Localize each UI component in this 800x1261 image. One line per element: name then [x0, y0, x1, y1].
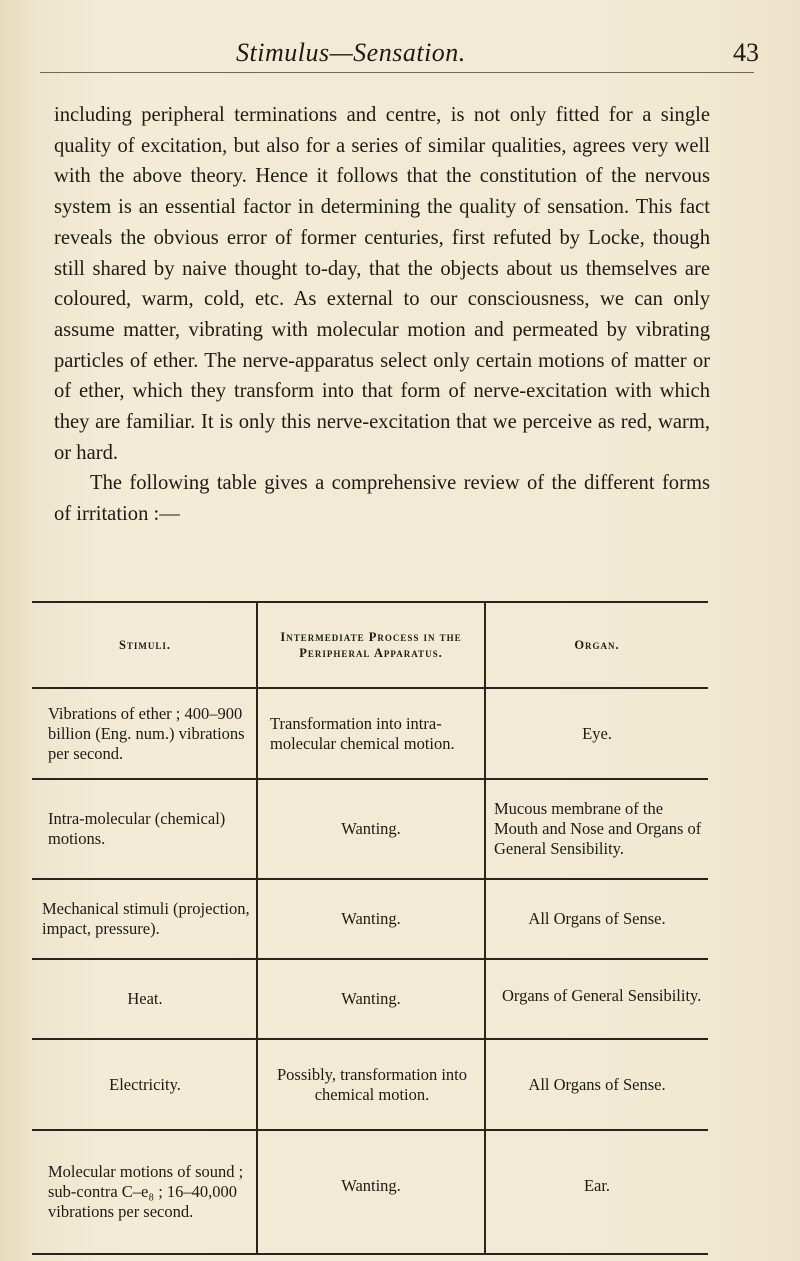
table-cell: Possibly, transformation into chemical motion. — [276, 1064, 468, 1104]
table-cell: Molecular motions of sound ; sub-contra C–e₈ ; 16–40,000 vibrations per second. — [48, 1162, 244, 1221]
table-cell: All Organs of Sense. — [528, 909, 666, 928]
table-cell: Eye. — [582, 723, 612, 743]
column-header-organ: Organ. — [574, 638, 620, 652]
paragraph: including peripheral terminations and centre, is not only fitted for a single quality of excitation, but also for a series of similar qualities, agrees very well with the above theory. Hence it follows that the constitution of the nervous system is an essential factor in determining the quality of sensation. This fact reveals the obvious error of former centuries, first refuted by Locke, though still shared by naive thought to-day, that the objects about us themselves are coloured, warm, cold, etc. As external to our consciousness, we can only assume matter, vibrating with molecular motion and permeated by vibrating particles of ether. The nerve-apparatus select only certain motions of matter or of ether, which they transform into that form of nerve-excitation with which they are familiar. It is only this nerve-excitation that we perceive as red, warm, or hard. — [54, 104, 710, 464]
table-rule — [32, 1253, 708, 1255]
table-cell: Organs of General Sensibility. — [502, 986, 702, 1005]
table-cell: Heat. — [127, 989, 163, 1008]
table-cell: Wanting. — [341, 1176, 401, 1195]
column-header-process: Intermediate Process in the Peripheral Apparatus. — [280, 630, 462, 660]
table-cell: Vibrations of ether ; 400–900 billion (Eng. num.) vibrations per second. — [48, 703, 245, 763]
table-cell: Electricity. — [109, 1074, 181, 1094]
body-text — [54, 100, 710, 530]
column-rule — [256, 601, 258, 1254]
table-cell: Mucous membrane of the Mouth and Nose and Organs of General Sensibility. — [494, 799, 702, 858]
table-cell: Intra-molecular (chemical) motions. — [48, 809, 226, 848]
table-cell: Ear. — [583, 1176, 611, 1195]
column-rule — [484, 601, 486, 1254]
irritation-table — [30, 601, 708, 1256]
table-cell: Wanting. — [341, 819, 401, 838]
table-cell: All Organs of Sense. — [528, 1074, 666, 1094]
table-cell: Wanting. — [341, 909, 401, 928]
table-cell: Mechanical stimuli (projection, impact, pressure). — [42, 899, 250, 938]
table-cell: Wanting. — [341, 989, 401, 1008]
table-cell: Transformation into intra-molecular chemical motion. — [270, 713, 455, 753]
page-number: 43 — [733, 38, 759, 67]
header-rule — [40, 72, 754, 73]
running-title: Stimulus—Sensation. — [236, 38, 466, 67]
paragraph: The following table gives a comprehensive review of the different forms of irritation :— — [54, 472, 710, 526]
column-header-stimuli: Stimuli. — [118, 638, 172, 652]
